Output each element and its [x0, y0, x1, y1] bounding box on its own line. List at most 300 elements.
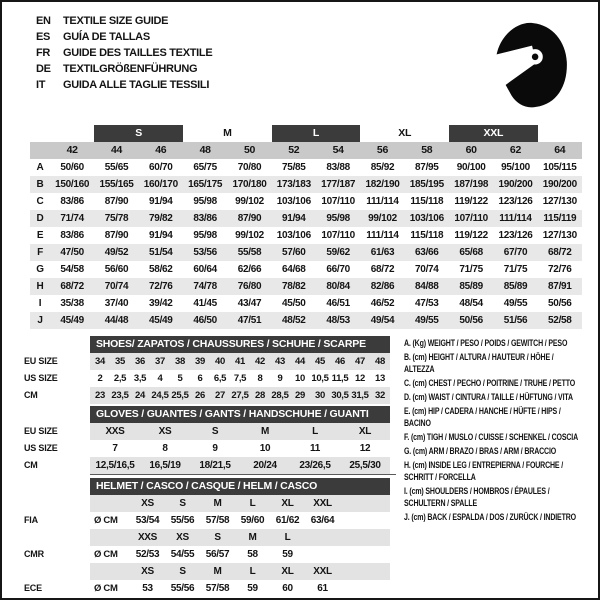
size-cell: 75/85 — [282, 162, 306, 173]
helmet-filler — [340, 512, 390, 529]
size-column-header: 60 — [449, 142, 493, 159]
size-cell: 87/91 — [538, 278, 582, 295]
shoes-cell: 27 — [210, 387, 230, 404]
helmet-size-table — [24, 478, 390, 597]
shoes-cell: 2 — [97, 373, 103, 384]
helmet-cell: 58 — [247, 549, 258, 560]
helmet-size-header: M — [200, 563, 235, 580]
size-cell: 55/58 — [227, 244, 271, 261]
shoes-cell: 8 — [257, 373, 263, 384]
size-cell: 45/50 — [282, 298, 306, 309]
gloves-cell: XL — [340, 423, 390, 440]
size-column-header: 48 — [183, 142, 227, 159]
size-cell: 49/54 — [360, 312, 404, 329]
helmet-size-header: XXL — [305, 563, 340, 580]
size-cell: 107/110 — [449, 210, 493, 227]
helmet-size-header: XS — [130, 495, 165, 512]
size-column-header: 56 — [360, 142, 404, 159]
size-cell: 127/130 — [542, 196, 577, 207]
size-cell: 76/80 — [227, 278, 271, 295]
shoes-cell: 39 — [190, 353, 210, 370]
size-cell: 90/100 — [456, 162, 486, 173]
helmet-cell: 60 — [282, 583, 293, 594]
size-header-spacer — [30, 125, 94, 142]
shoes-cell: 38 — [170, 353, 190, 370]
size-column-header: 54 — [316, 142, 360, 159]
size-cell: 105/115 — [543, 162, 577, 173]
helmet-cell: 52/53 — [135, 549, 160, 560]
gloves-size-table — [24, 406, 390, 474]
shoes-cell: 40 — [210, 353, 230, 370]
size-cell: 57/60 — [272, 244, 316, 261]
size-row-label: G — [36, 264, 44, 275]
size-cell: 70/74 — [94, 278, 138, 295]
size-cell: 80/84 — [316, 278, 360, 295]
shoes-cell: 44 — [290, 353, 310, 370]
helmet-size-header: L — [235, 495, 270, 512]
helmet-cell: 54/55 — [170, 549, 195, 560]
size-cell: 103/106 — [405, 210, 449, 227]
language-code: IT — [36, 79, 46, 91]
size-row-label: D — [30, 210, 50, 227]
size-row-label: A — [36, 162, 44, 173]
size-cell: 47/53 — [415, 298, 439, 309]
helmet-unit-spacer — [90, 529, 130, 546]
size-cell: 60/70 — [149, 162, 173, 173]
helmet-standard-label: CMR — [24, 549, 44, 559]
language-row — [36, 77, 212, 93]
helmet-size-header: XXL — [305, 495, 340, 512]
size-cell: 51/56 — [493, 312, 537, 329]
size-cell: 71/75 — [503, 264, 528, 275]
size-column-header: 58 — [405, 142, 449, 159]
size-cell: 59/62 — [316, 244, 360, 261]
gloves-cell: 11 — [310, 443, 320, 454]
size-column-header: 46 — [139, 142, 183, 159]
helmet-cell: 59 — [247, 583, 258, 594]
language-code: FR — [36, 47, 51, 59]
helmet-filler — [340, 580, 390, 597]
shoes-cell: 31,5 — [350, 387, 370, 404]
size-cell: 71/74 — [50, 210, 94, 227]
helmet-size-header: XS — [130, 563, 165, 580]
size-cell: 95/98 — [316, 210, 360, 227]
size-cell: 47/50 — [50, 244, 94, 261]
shoes-title: SHOES/ ZAPATOS / CHAUSSURES / SCHUHE / SCARPE — [90, 336, 390, 353]
shoes-cell: 29 — [290, 387, 310, 404]
helmet-size-header — [305, 529, 340, 546]
size-cell: 43/47 — [237, 298, 262, 309]
legend-item: A. (Kg) WEIGHT / PESO / POIDS / GEWITCH / PESO — [404, 338, 568, 348]
language-list — [36, 13, 212, 93]
measurement-legend — [404, 337, 585, 525]
shoes-cell: 25,5 — [170, 387, 190, 404]
helmet-standard-label: FIA — [24, 515, 38, 525]
size-column-header: 64 — [538, 142, 582, 159]
size-cell: 46/52 — [370, 298, 395, 309]
helmet-size-header: S — [165, 495, 200, 512]
legend-item: J. (cm) BACK / ESPALDA / DOS / ZURÜCK / INDIETRO — [404, 512, 576, 522]
legend-item: F. (cm) TIGH / MUSLO / CUISSE / SCHENKEL / COSCIA — [404, 432, 578, 442]
size-cell: 47/51 — [227, 312, 271, 329]
size-cell: 46/50 — [183, 312, 227, 329]
helmet-title: HELMET / CASCO / CASQUE / HELM / CASCO — [90, 478, 390, 495]
size-cell: 123/126 — [498, 230, 533, 241]
size-cell: 99/102 — [235, 230, 264, 241]
size-cell: 63/66 — [405, 244, 449, 261]
size-cell: 91/94 — [149, 230, 173, 241]
helmet-cell: 59 — [282, 549, 293, 560]
gloves-cell: 12 — [359, 443, 371, 454]
separator-line — [90, 474, 396, 475]
helmet-unit-spacer — [90, 495, 130, 512]
size-cell: 177/187 — [316, 176, 360, 193]
helmet-filler — [340, 495, 390, 512]
gloves-cell: 10 — [259, 443, 271, 454]
size-group-header: XL — [398, 127, 412, 139]
size-column-header: 44 — [94, 142, 138, 159]
gloves-cell: 9 — [212, 443, 218, 454]
size-cell: 74/78 — [183, 278, 227, 295]
shoes-cell: 2,5 — [113, 373, 127, 384]
size-cell: 78/82 — [272, 278, 316, 295]
size-cell: 50/60 — [60, 162, 84, 173]
size-cell: 49/52 — [94, 244, 138, 261]
size-cell: 85/89 — [493, 278, 537, 295]
helmet-cell: 61 — [317, 583, 328, 594]
helmet-unit-label: Ø CM — [94, 515, 118, 526]
shoes-cell: 42 — [250, 353, 270, 370]
helmet-cell: 56/57 — [205, 549, 230, 560]
helmet-standard-spacer — [24, 495, 90, 512]
size-row-label: B — [30, 176, 50, 193]
shoes-cell: 11,5 — [331, 373, 349, 384]
helmet-cell: 55/56 — [170, 515, 195, 526]
shoes-cell: 37 — [150, 353, 170, 370]
shoes-cell: 47 — [350, 353, 370, 370]
size-cell: 173/183 — [272, 176, 316, 193]
size-cell: 49/55 — [405, 312, 449, 329]
size-cell: 127/130 — [542, 230, 577, 241]
size-cell: 44/48 — [94, 312, 138, 329]
racing-helmet-icon — [490, 20, 570, 110]
size-cell: 49/55 — [503, 298, 528, 309]
shoes-size-table — [24, 336, 390, 404]
shoes-cell: 10,5 — [311, 373, 329, 384]
size-cell: 83/86 — [60, 230, 84, 241]
helmet-size-header: XL — [270, 495, 305, 512]
size-row-label: H — [30, 278, 50, 295]
gloves-cell: 20/24 — [240, 457, 290, 474]
helmet-size-header: XL — [270, 563, 305, 580]
size-row-label: E — [36, 230, 44, 241]
size-cell: 37/40 — [104, 298, 129, 309]
size-cell: 95/100 — [501, 162, 530, 173]
shoes-cell: 46 — [330, 353, 350, 370]
helmet-unit-label: Ø CM — [94, 583, 118, 594]
legend-item: I. (cm) SHOULDERS / HOMBROS / ÉPAULES / SCHULTERN / SPALLE — [404, 486, 550, 508]
size-cell: 155/165 — [94, 176, 138, 193]
size-row-label: F — [30, 244, 50, 261]
size-cell: 35/38 — [60, 298, 84, 309]
shoes-cell: 13 — [375, 373, 385, 384]
gloves-title-spacer — [24, 406, 90, 423]
gloves-row-label: US SIZE — [24, 443, 58, 453]
shoes-cell: 28 — [250, 387, 270, 404]
size-cell: 61/63 — [360, 244, 404, 261]
size-cell: 165/175 — [183, 176, 227, 193]
shoes-cell: 5 — [177, 373, 183, 384]
language-label: TEXTILE SIZE GUIDE — [63, 15, 169, 27]
gloves-cell: S — [190, 423, 240, 440]
size-cell: 64/68 — [282, 264, 306, 275]
gloves-row-label: EU SIZE — [24, 426, 58, 436]
size-cell: 70/74 — [415, 264, 439, 275]
shoes-cell: 10 — [295, 373, 305, 384]
shoes-cell: 7,5 — [233, 373, 247, 384]
shoes-row-label: EU SIZE — [24, 356, 58, 366]
language-row — [36, 45, 212, 61]
size-cell: 48/54 — [459, 298, 483, 309]
helmet-cell: 55/56 — [170, 583, 195, 594]
size-cell: 62/66 — [237, 264, 262, 275]
size-cell: 115/119 — [538, 210, 582, 227]
size-header-spacer — [538, 125, 582, 142]
size-cell: 185/195 — [405, 176, 449, 193]
shoes-cell: 24 — [130, 387, 150, 404]
size-cell: 119/122 — [454, 230, 488, 241]
shoes-cell: 30,5 — [330, 387, 350, 404]
size-cell: 115/118 — [410, 196, 444, 207]
size-cell: 68/72 — [370, 264, 395, 275]
helmet-filler — [340, 529, 390, 546]
size-cell: 170/180 — [227, 176, 271, 193]
size-cell: 95/98 — [193, 230, 217, 241]
legend-item: D. (cm) WAIST / CINTURA / TAILLE / HÜFTUNG / VITA — [404, 392, 573, 402]
size-cell: 53/56 — [183, 244, 227, 261]
language-label: GUIDA ALLE TAGLIE TESSILI — [63, 79, 210, 91]
size-cell: 68/72 — [50, 278, 94, 295]
helmet-filler — [340, 563, 390, 580]
helmet-size-header: S — [200, 529, 235, 546]
helmet-cell: 61/62 — [275, 515, 300, 526]
size-group-header: M — [223, 127, 232, 139]
size-cell: 48/52 — [272, 312, 316, 329]
gloves-cell: 16,5/19 — [140, 457, 190, 474]
size-cell: 107/110 — [321, 196, 355, 207]
gloves-cell: M — [240, 423, 290, 440]
legend-item: C. (cm) CHEST / PECHO / POITRINE / TRUHE / PETTO — [404, 378, 576, 388]
size-cell: 60/64 — [193, 264, 217, 275]
size-cell: 56/60 — [104, 264, 129, 275]
size-cell: 150/160 — [50, 176, 94, 193]
shoes-cell: 35 — [110, 353, 130, 370]
shoes-row-label: CM — [24, 390, 38, 400]
language-row — [36, 61, 212, 77]
size-cell: 187/198 — [449, 176, 493, 193]
size-cell: 107/110 — [321, 230, 355, 241]
size-cell: 103/106 — [276, 230, 311, 241]
size-cell: 91/94 — [149, 196, 173, 207]
legend-item: G. (cm) ARM / BRAZO / BRAS / ARM / BRACCIO — [404, 446, 557, 456]
size-group-header: XXL — [449, 125, 538, 142]
size-cell: 51/54 — [139, 244, 183, 261]
size-cell: 87/90 — [104, 196, 129, 207]
helmet-unit-label: Ø CM — [94, 549, 118, 560]
size-group-header: L — [272, 125, 361, 142]
size-cell: 115/118 — [410, 230, 444, 241]
size-cell: 71/75 — [459, 264, 483, 275]
shoes-cell: 9 — [277, 373, 283, 384]
size-cell: 46/51 — [326, 298, 350, 309]
size-cell: 50/56 — [449, 312, 493, 329]
helmet-title-spacer — [24, 478, 90, 495]
shoes-cell: 6 — [197, 373, 203, 384]
size-cell: 111/114 — [366, 230, 399, 241]
size-cell: 67/70 — [493, 244, 537, 261]
helmet-unit-spacer — [90, 563, 130, 580]
size-cell: 84/88 — [405, 278, 449, 295]
size-cell: 70/80 — [237, 162, 262, 173]
shoes-cell: 6,5 — [213, 373, 227, 384]
size-cell: 75/78 — [94, 210, 138, 227]
size-cell: 72/76 — [139, 278, 183, 295]
shoes-cell: 43 — [270, 353, 290, 370]
size-cell: 160/170 — [139, 176, 183, 193]
helmet-cell: 53 — [142, 583, 153, 594]
language-code: EN — [36, 15, 51, 27]
size-cell: 83/88 — [326, 162, 350, 173]
size-cell: 87/95 — [415, 162, 439, 173]
shoes-cell: 26 — [190, 387, 210, 404]
helmet-cell: 53/54 — [135, 515, 160, 526]
shoes-title-spacer — [24, 336, 90, 353]
shoes-cell: 36 — [130, 353, 150, 370]
size-cell: 50/56 — [548, 298, 572, 309]
size-cell: 95/98 — [193, 196, 217, 207]
shoes-cell: 32 — [370, 387, 390, 404]
gloves-cell: 25,5/30 — [340, 457, 390, 474]
size-cell: 83/86 — [183, 210, 227, 227]
language-code: DE — [36, 63, 51, 75]
size-cell: 41/45 — [193, 298, 217, 309]
size-cell: 83/86 — [60, 196, 84, 207]
size-cell: 87/90 — [227, 210, 271, 227]
shoes-cell: 27,5 — [230, 387, 250, 404]
size-row-label: I — [38, 298, 42, 309]
size-cell: 87/90 — [104, 230, 129, 241]
size-cell: 119/122 — [454, 196, 488, 207]
size-column-header: 42 — [50, 142, 94, 159]
size-cell: 39/42 — [149, 298, 173, 309]
size-cell: 111/114 — [366, 196, 399, 207]
size-cell: 82/86 — [360, 278, 404, 295]
shoes-cell: 23 — [90, 387, 110, 404]
gloves-cell: 23/26,5 — [290, 457, 340, 474]
language-label: TEXTILGRÖßENFÜHRUNG — [63, 63, 198, 75]
size-cell: 182/190 — [360, 176, 404, 193]
size-cell: 85/89 — [449, 278, 493, 295]
size-column-header: 52 — [272, 142, 316, 159]
gloves-cell: L — [290, 423, 340, 440]
size-cell: 66/70 — [326, 264, 350, 275]
helmet-size-header: XXS — [130, 529, 165, 546]
helmet-size-header: L — [235, 563, 270, 580]
helmet-size-header: S — [165, 563, 200, 580]
gloves-cell: 12,5/16,5 — [90, 457, 140, 474]
size-column-header: 50 — [227, 142, 271, 159]
size-cell: 65/75 — [193, 162, 217, 173]
size-cell: 54/58 — [60, 264, 84, 275]
helmet-size-header: L — [270, 529, 305, 546]
gloves-cell: 8 — [162, 443, 168, 454]
helmet-standard-label: ECE — [24, 583, 42, 593]
size-row-label: J — [30, 312, 50, 329]
legend-item: H. (cm) INSIDE LEG / ENTREPIERNA / FOURCHE / SCHRITT / FORCELLA — [404, 460, 564, 482]
helmet-size-header: M — [235, 529, 270, 546]
size-group-header: S — [94, 125, 183, 142]
language-row — [36, 13, 212, 29]
size-cell: 72/76 — [548, 264, 572, 275]
helmet-size-header: XS — [165, 529, 200, 546]
size-cell: 99/102 — [235, 196, 264, 207]
shoes-cell: 41 — [230, 353, 250, 370]
size-cell: 85/92 — [370, 162, 395, 173]
gloves-title: GLOVES / GUANTES / GANTS / HANDSCHUHE / GUANTI — [90, 406, 390, 423]
shoes-cell: 23,5 — [110, 387, 130, 404]
helmet-size-header: M — [200, 495, 235, 512]
textile-size-table — [30, 125, 582, 329]
shoes-cell: 28,5 — [270, 387, 290, 404]
size-cell: 99/102 — [360, 210, 404, 227]
shoes-cell: 12 — [355, 373, 365, 384]
helmet-cell: 57/58 — [205, 583, 230, 594]
shoes-cell: 45 — [310, 353, 330, 370]
shoes-row-label: US SIZE — [24, 373, 58, 383]
helmet-filler — [340, 546, 390, 563]
size-cell: 111/114 — [493, 210, 537, 227]
language-label: GUÍA DE TALLAS — [63, 31, 150, 43]
size-cell: 58/62 — [149, 264, 173, 275]
size-column-spacer — [30, 142, 50, 159]
size-row-label: C — [36, 196, 44, 207]
shoes-cell: 3,5 — [133, 373, 147, 384]
helmet-cell: 63/64 — [310, 515, 335, 526]
size-cell: 55/65 — [104, 162, 129, 173]
size-cell: 123/126 — [498, 196, 533, 207]
size-cell: 45/49 — [50, 312, 94, 329]
size-column-header: 62 — [493, 142, 537, 159]
size-cell: 48/53 — [316, 312, 360, 329]
size-cell: 91/94 — [272, 210, 316, 227]
gloves-row-label: CM — [24, 460, 38, 470]
gloves-cell: XXS — [90, 423, 140, 440]
size-cell: 68/72 — [538, 244, 582, 261]
size-cell: 190/200 — [538, 176, 582, 193]
helmet-cell: 57/58 — [205, 515, 230, 526]
size-cell: 79/82 — [139, 210, 183, 227]
gloves-cell: 18/21,5 — [190, 457, 240, 474]
size-cell: 45/49 — [139, 312, 183, 329]
helmet-standard-spacer — [24, 529, 90, 546]
shoes-cell: 30 — [310, 387, 330, 404]
helmet-standard-spacer — [24, 563, 90, 580]
size-cell: 52/58 — [538, 312, 582, 329]
legend-item: B. (cm) HEIGHT / ALTURA / HAUTEUR / HÖHE / ALTEZZA — [404, 352, 554, 374]
helmet-cell — [305, 546, 340, 563]
gloves-cell: XS — [140, 423, 190, 440]
legend-item: E. (cm) HIP / CADERA / HANCHE / HÜFTE / HIPS / BACINO — [404, 406, 561, 428]
